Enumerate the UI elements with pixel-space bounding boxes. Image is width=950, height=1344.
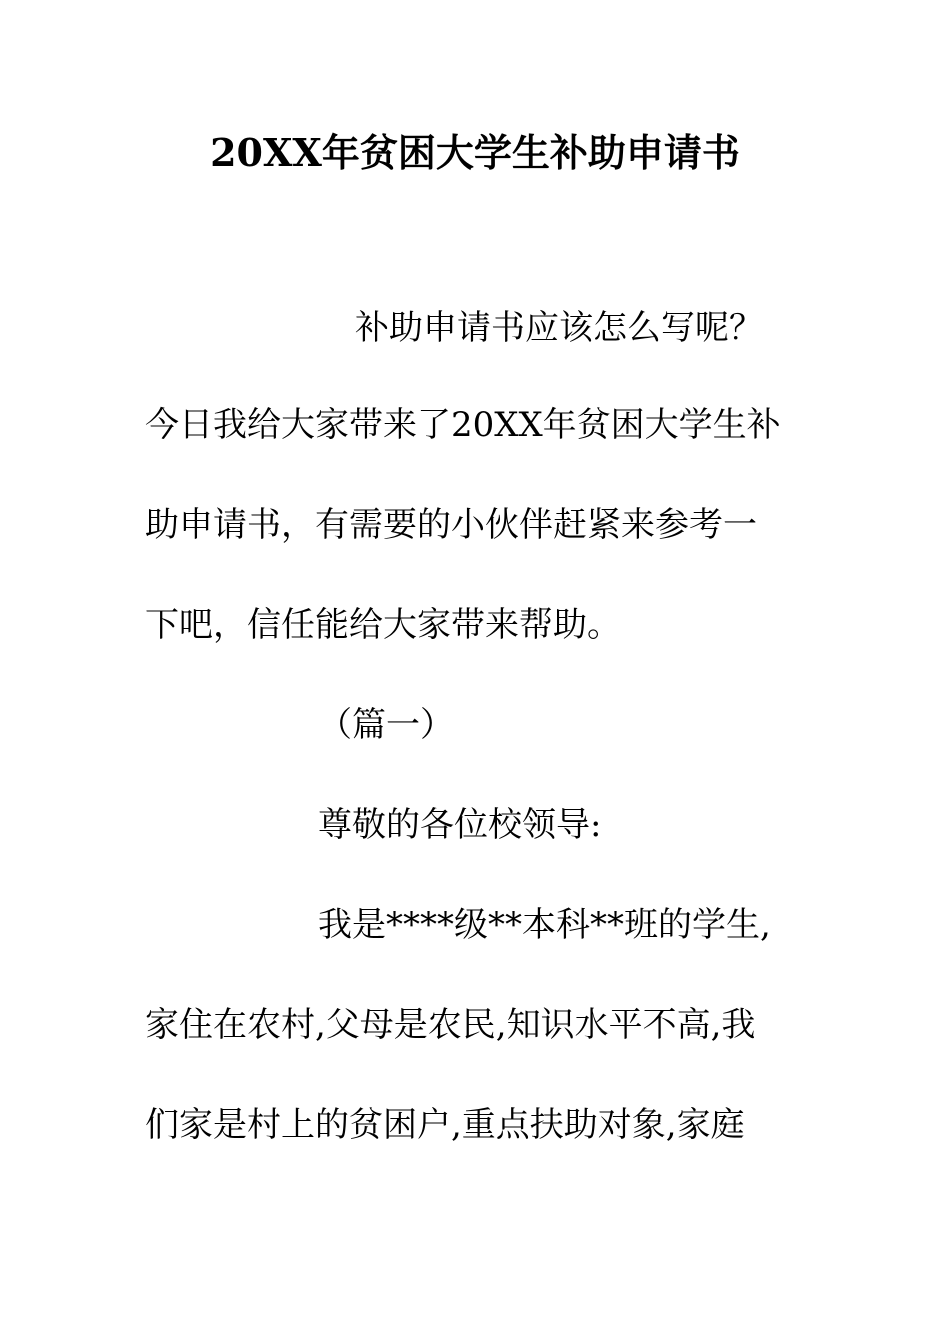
intro-line-2: 今日我给大家带来了20XX年贫困大学生补 xyxy=(145,405,781,445)
intro-line-3: 助申请书，有需要的小伙伴赶紧来参考一 xyxy=(145,505,757,545)
section-heading: （篇一） xyxy=(318,705,454,745)
body-line-3: 们家是村上的贫困户,重点扶助对象,家庭 xyxy=(145,1105,745,1145)
body-line-2: 家住在农村,父母是农民,知识水平不高,我 xyxy=(145,1005,756,1045)
intro-line-1: 补助申请书应该怎么写呢？ xyxy=(355,308,763,348)
intro-line-4: 下吧，信任能给大家带来帮助。 xyxy=(145,605,621,645)
salutation: 尊敬的各位校领导: xyxy=(318,805,602,845)
document-title: 20XX年贫困大学生补助申请书 xyxy=(210,130,740,175)
body-line-1: 我是****级**本科**班的学生, xyxy=(318,905,771,945)
